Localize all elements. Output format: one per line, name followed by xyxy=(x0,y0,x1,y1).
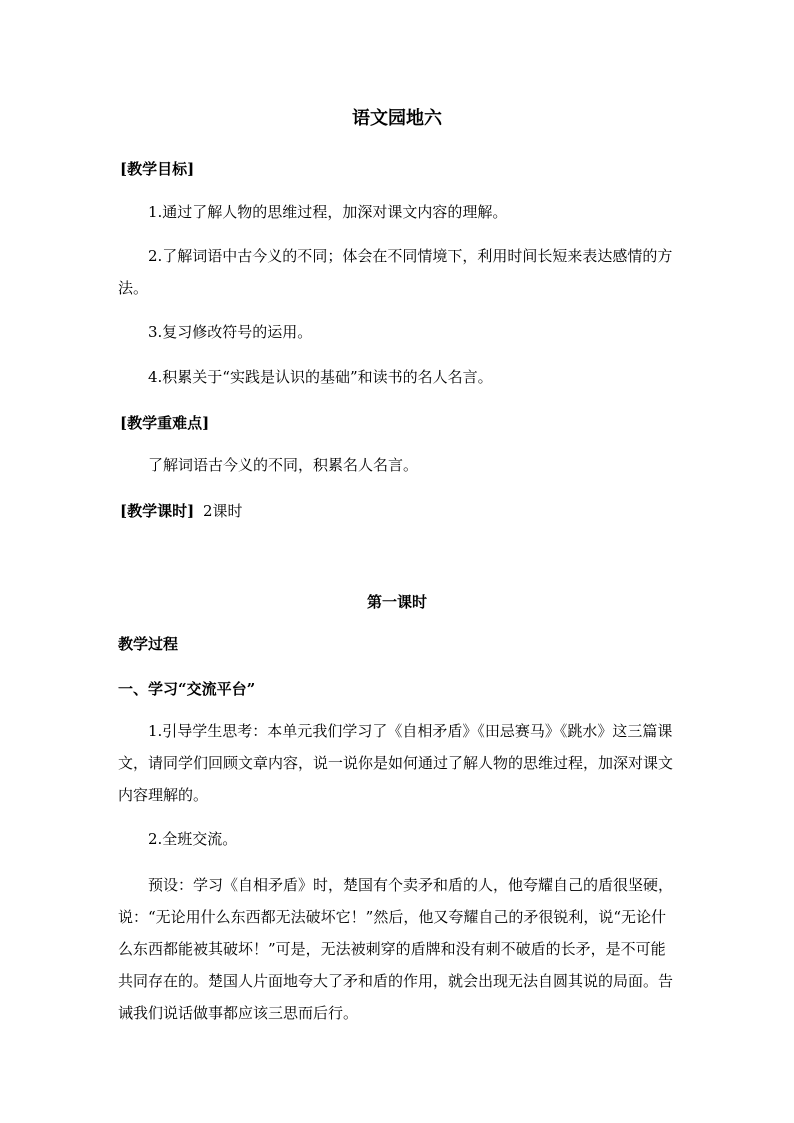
objective-2: 2.了解词语中古今义的不同；体会在不同情境下，利用时间长短来表达感情的方法。 xyxy=(118,247,673,297)
objectives-heading: [教学目标] xyxy=(120,160,195,178)
hours-heading: [教学课时] xyxy=(120,502,195,520)
hours-value: 2课时 xyxy=(202,502,243,520)
objective-1: 1.通过了解人物的思维过程，加深对课文内容的理解。 xyxy=(148,203,508,221)
process-heading: 教学过程 xyxy=(118,635,179,653)
step-2-text: 2.全班交流。 xyxy=(148,830,238,848)
preset-text: 预设：学习《自相矛盾》时，楚国有个卖矛和盾的人，他夸耀自己的盾很坚硬，说：“无论用什么东西都无法破坏它！”然后，他又夸耀自己的矛很锐利，说“无论什么东西都能被其破坏！”可是，无法被刺穿的盾牌和没有刺不破盾的长矛，是不可能共同存在的。楚国人片面地夸大了矛和盾的作用，就会出现无法自圆其说的局面。告诫我们说话做事都应该三思而后行。 xyxy=(118,876,674,1022)
section1-heading: 一、学习“交流平台” xyxy=(118,680,256,698)
key-points-text: 了解词语古今义的不同，积累名人名言。 xyxy=(148,456,419,474)
objective-3: 3.复习修改符号的运用。 xyxy=(148,323,313,341)
key-points-heading: [教学重难点] xyxy=(120,414,210,432)
objective-4: 4.积累关于“实践是认识的基础”和读书的名人名言。 xyxy=(148,368,493,386)
page-title: 语文园地六 xyxy=(352,108,442,129)
lesson-heading: 第一课时 xyxy=(366,593,427,611)
step-1-text: 1.引导学生思考：本单元我们学习了《自相矛盾》《田忌赛马》《跳水》这三篇课文，请同学们回顾文章内容，说一说你是如何通过了解人物的思维过程，加深对课文内容理解的。 xyxy=(118,722,674,804)
hours-line xyxy=(120,500,243,521)
